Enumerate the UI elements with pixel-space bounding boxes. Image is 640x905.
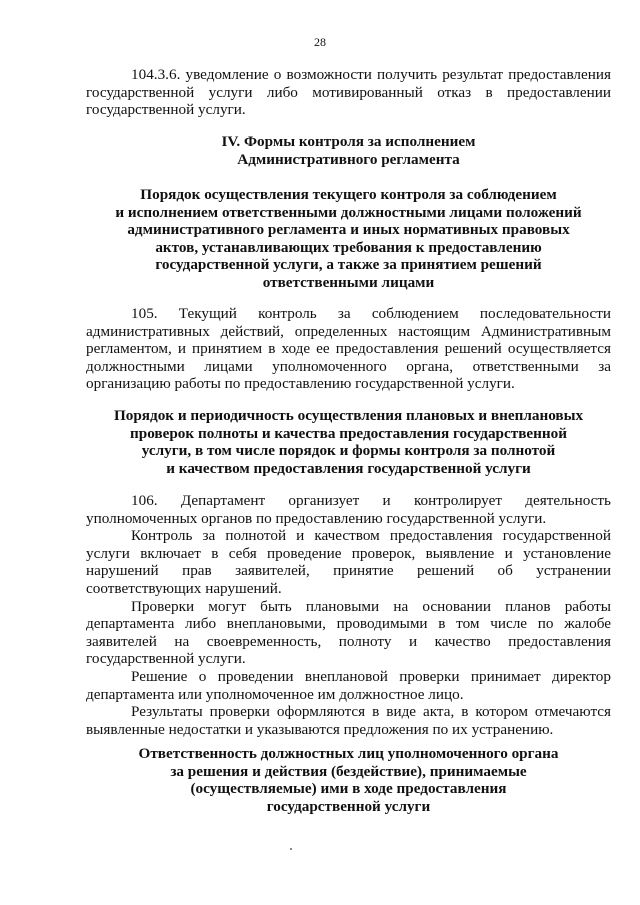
heading-line: Порядок осуществления текущего контроля за соблюдением [140, 186, 557, 203]
heading-line: проверок полноты и качества предоставления государственной [130, 424, 567, 442]
paragraph-106-block [86, 492, 611, 738]
intro-paragraph-block [86, 66, 611, 119]
paragraph-control-scope: Контроль за полнотой и качеством предоставления государственной услуги включает в себя проведение проверок, выявление и установление нарушений прав заявителей, принятие решений об устранении соответствующих нарушений. [86, 527, 611, 597]
subsection-responsibility-heading [86, 745, 611, 815]
heading-line: IV. Формы контроля за исполнением [221, 133, 476, 150]
heading-line: Административного регламента [237, 150, 460, 168]
heading-line: (осуществляемые) ими в ходе предоставления [190, 780, 507, 798]
paragraph-104-3-6: 104.3.6. уведомление о возможности получить результат предоставления государственной услуги либо мотивированный отказ в предоставлении государственной услуги. [86, 66, 611, 119]
paragraph-inspection-results: Результаты проверки оформляются в виде акта, в котором отмечаются выявленные недостатки и указываются предложения по их устранению. [86, 703, 611, 738]
heading-line: Ответственность должностных лиц уполномоченного органа [138, 745, 559, 762]
paragraph-inspections-types: Проверки могут быть плановыми на основании планов работы департамента либо внеплановыми, проводимыми в том числе по жалобе заявителей на своевременность, полноту и качество предоставления государственной услуги. [86, 597, 611, 668]
heading-line: государственной услуги [266, 797, 431, 815]
heading-line: услуги, в том числе порядок и формы контроля за полнотой [141, 442, 556, 460]
heading-line: и качеством предоставления государственной услуги [166, 459, 531, 477]
heading-line: ответственными лицами [262, 273, 435, 291]
heading-line: Порядок и периодичность осуществления плановых и внеплановых [113, 407, 584, 424]
subsection-inspections-heading [86, 407, 611, 477]
paragraph-105-block [86, 305, 611, 393]
heading-line: государственной услуги, а также за принятием решений [155, 256, 542, 274]
scan-speck [290, 848, 292, 850]
page-number: 28 [314, 35, 326, 49]
section-iv-heading [86, 133, 611, 168]
heading-line: за решения и действия (бездействие), принимаемые [170, 762, 527, 780]
heading-line: актов, устанавливающих требования к предоставлению [155, 238, 542, 256]
paragraph-106: 106. Департамент организует и контролирует деятельность уполномоченных органов по предоставлению государственной услуги. [86, 492, 611, 527]
heading-line: административного регламента и иных нормативных правовых [127, 221, 570, 239]
subsection-current-control-heading [86, 186, 611, 292]
heading-line: и исполнением ответственными должностными лицами положений [115, 203, 582, 221]
paragraph-unscheduled-decision: Решение о проведении внеплановой проверки принимает директор департамента или уполномоченное им должностное лицо. [86, 667, 611, 703]
paragraph-105: 105. Текущий контроль за соблюдением последовательности административных действий, определенных настоящим Административным регламентом, и принятием в ходе ее предоставления решений осуществляется должностными лицами уполномоченного органа, ответственными за организацию работы по предоставлению государственной услуги. [86, 305, 611, 393]
